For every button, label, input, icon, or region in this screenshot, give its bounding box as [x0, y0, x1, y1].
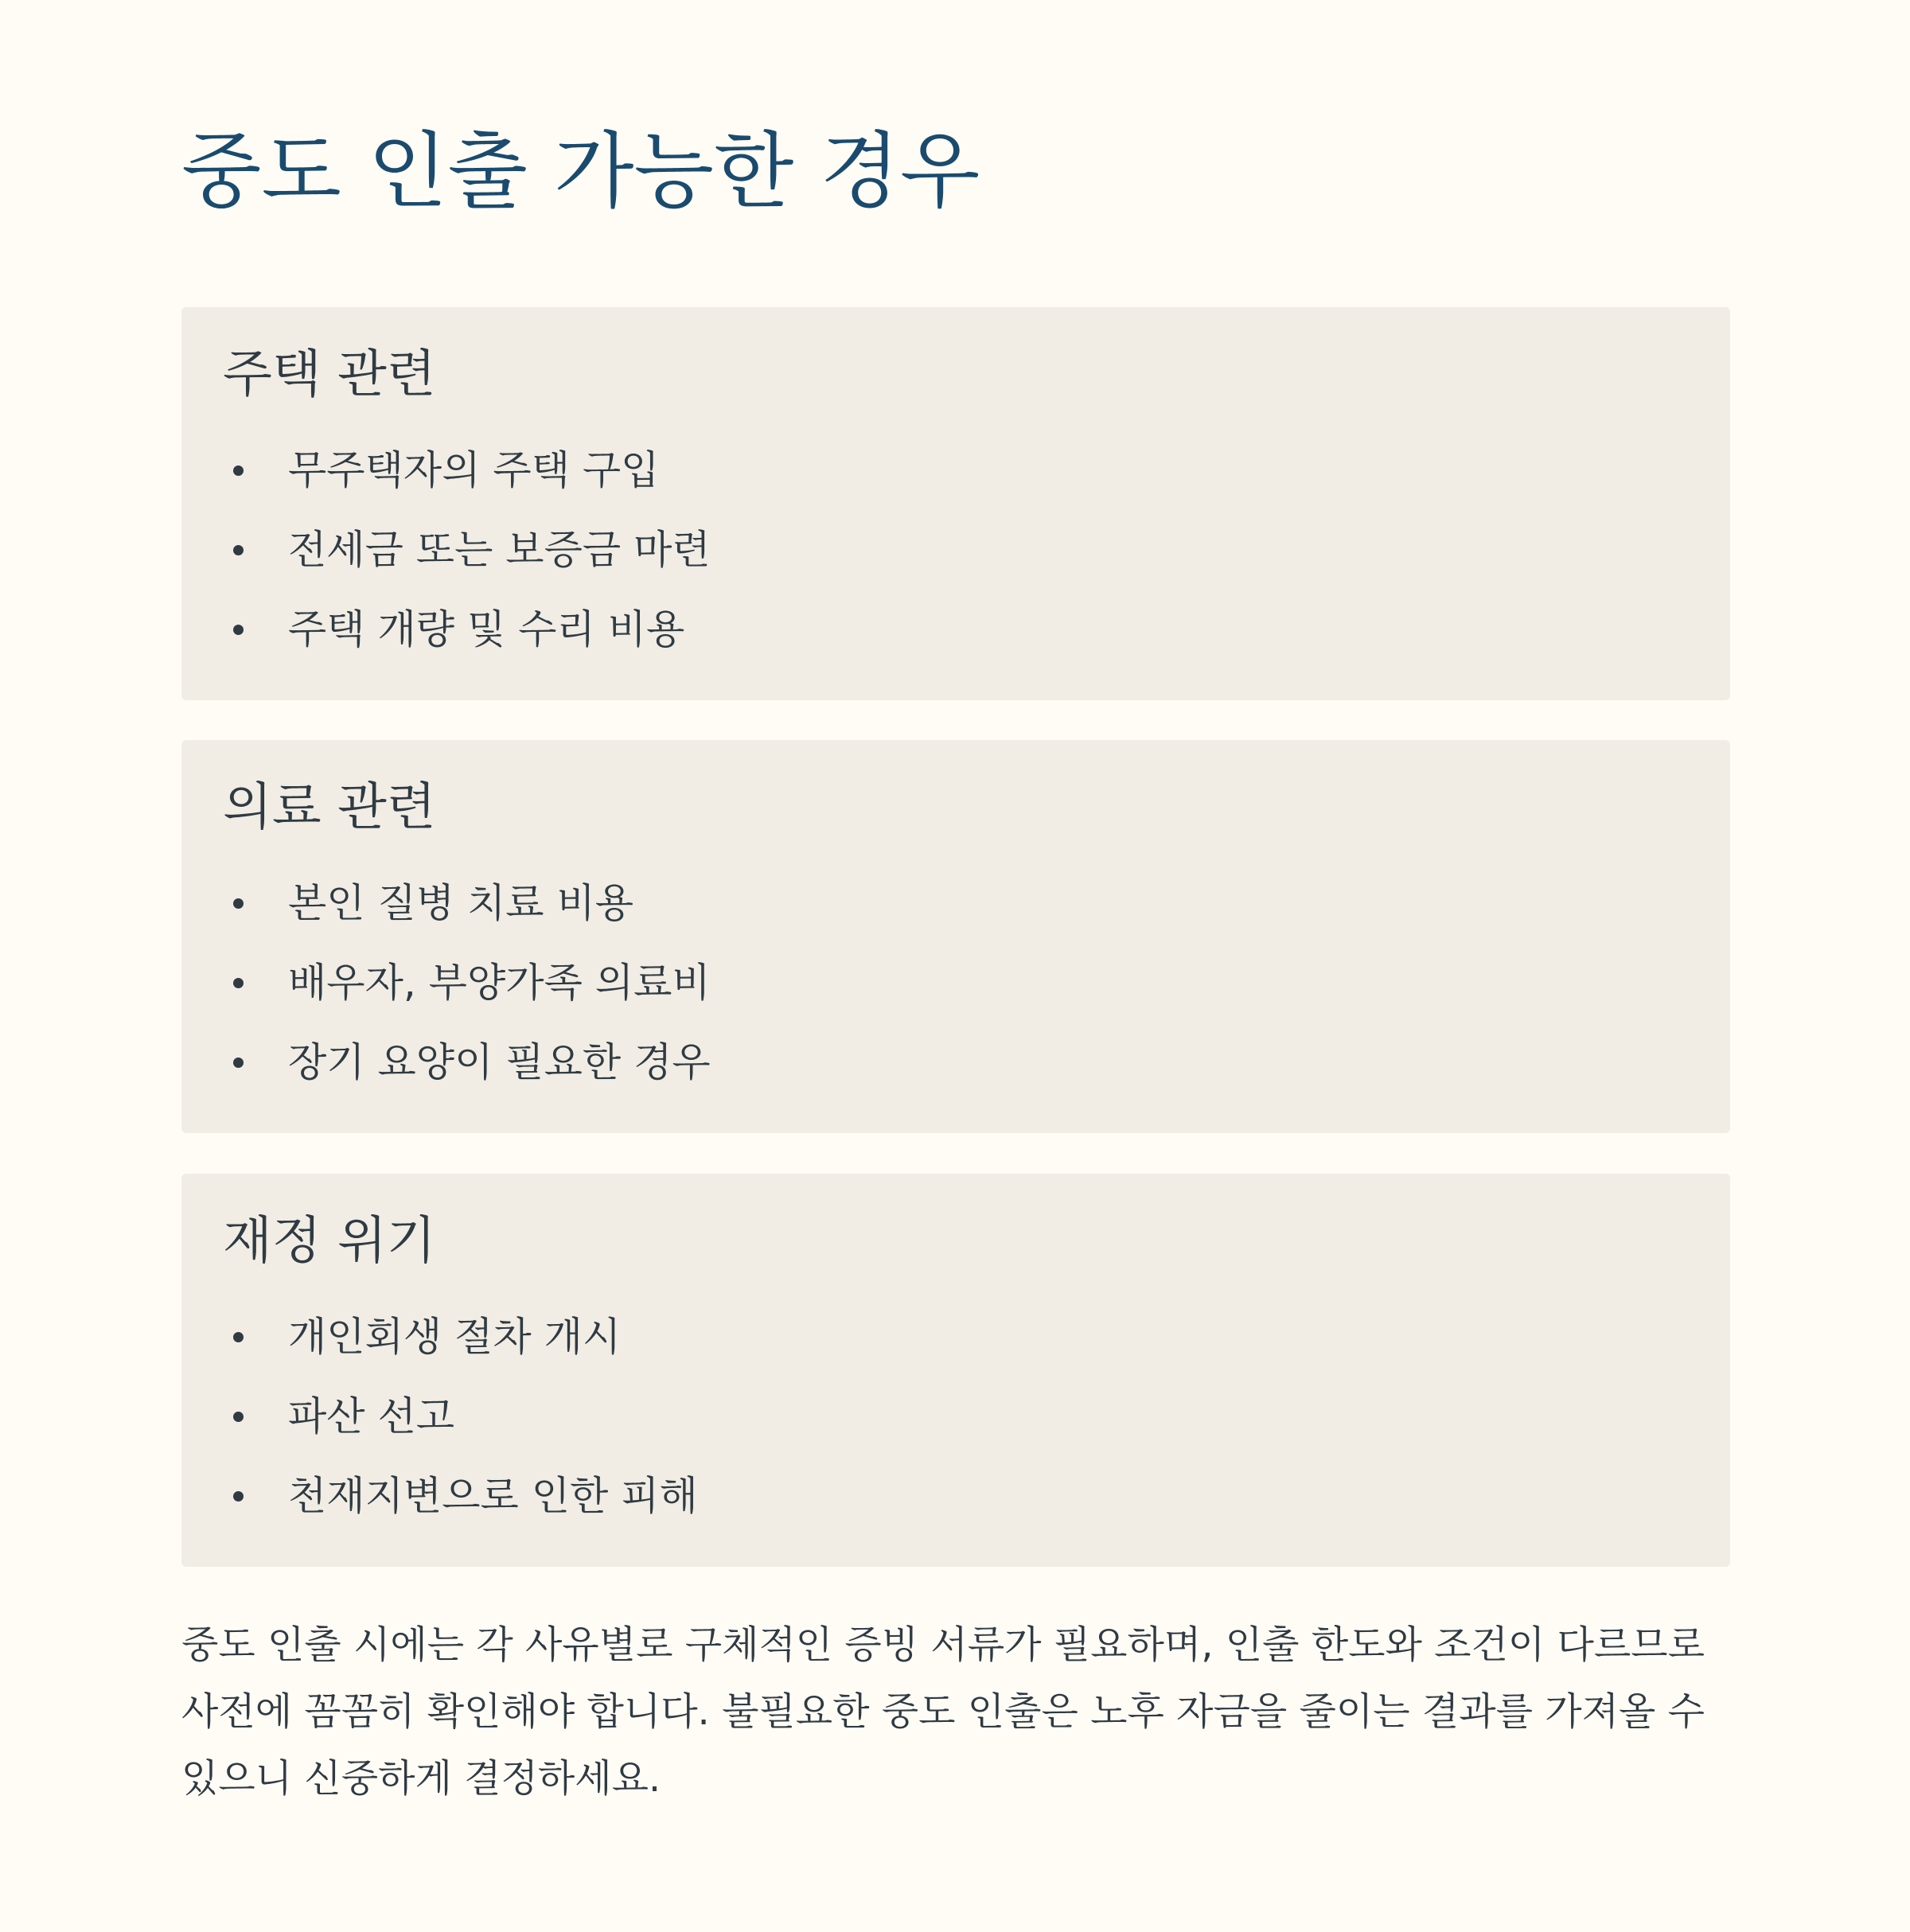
list-item [223, 430, 711, 510]
bullet-icon [233, 1332, 244, 1342]
bullet-icon [233, 898, 244, 909]
housing-list [223, 430, 711, 669]
list-item-text: 파산 선고 [288, 1393, 455, 1439]
list-item-text: 천재지변으로 인한 피해 [288, 1473, 698, 1519]
list-item-text: 주택 개량 및 수리 비용 [288, 606, 685, 652]
list-item [223, 943, 711, 1022]
list-item-text: 장기 요양이 필요한 경우 [288, 1039, 711, 1085]
list-item [223, 1377, 698, 1456]
list-item-text: 무주택자의 주택 구입 [288, 447, 660, 493]
bullet-icon [233, 545, 244, 555]
bullet-icon [233, 625, 244, 635]
list-item-text: 개인회생 절차 개시 [288, 1314, 622, 1360]
bullet-icon [233, 978, 244, 988]
list-item-text: 전세금 또는 보증금 마련 [288, 527, 711, 573]
medical-list [223, 863, 711, 1102]
section-title-financial-crisis: 재정 위기 [223, 1212, 436, 1271]
section-card-medical [181, 740, 1730, 1133]
section-title-medical: 의료 관련 [223, 778, 436, 837]
list-item [223, 863, 711, 943]
bullet-icon [233, 1058, 244, 1068]
page-title: 중도 인출 가능한 경우 [181, 123, 980, 220]
list-item [223, 510, 711, 590]
list-item [223, 1022, 711, 1102]
bullet-icon [233, 1412, 244, 1422]
financial-crisis-list [223, 1297, 698, 1536]
section-title-housing: 주택 관련 [223, 345, 436, 404]
list-item [223, 1456, 698, 1536]
footer-note: 중도 인출 시에는 각 사유별로 구체적인 증빙 서류가 필요하며, 인출 한도와 조건이 다르므로 사전에 꼼꼼히 확인해야 합니다. 불필요한 중도 인출은 노후 자금을 줄이는 결과를 가져올 수 있으니 신중하게 결정하세요. [181, 1622, 1705, 1801]
list-item-text: 본인 질병 치료 비용 [288, 880, 634, 926]
section-card-housing [181, 307, 1730, 700]
list-item [223, 1297, 698, 1377]
bullet-icon [233, 1491, 244, 1502]
list-item-text: 배우자, 부양가족 의료비 [288, 960, 711, 1006]
list-item [223, 590, 711, 669]
bullet-icon [233, 465, 244, 476]
section-card-financial-crisis [181, 1174, 1730, 1567]
